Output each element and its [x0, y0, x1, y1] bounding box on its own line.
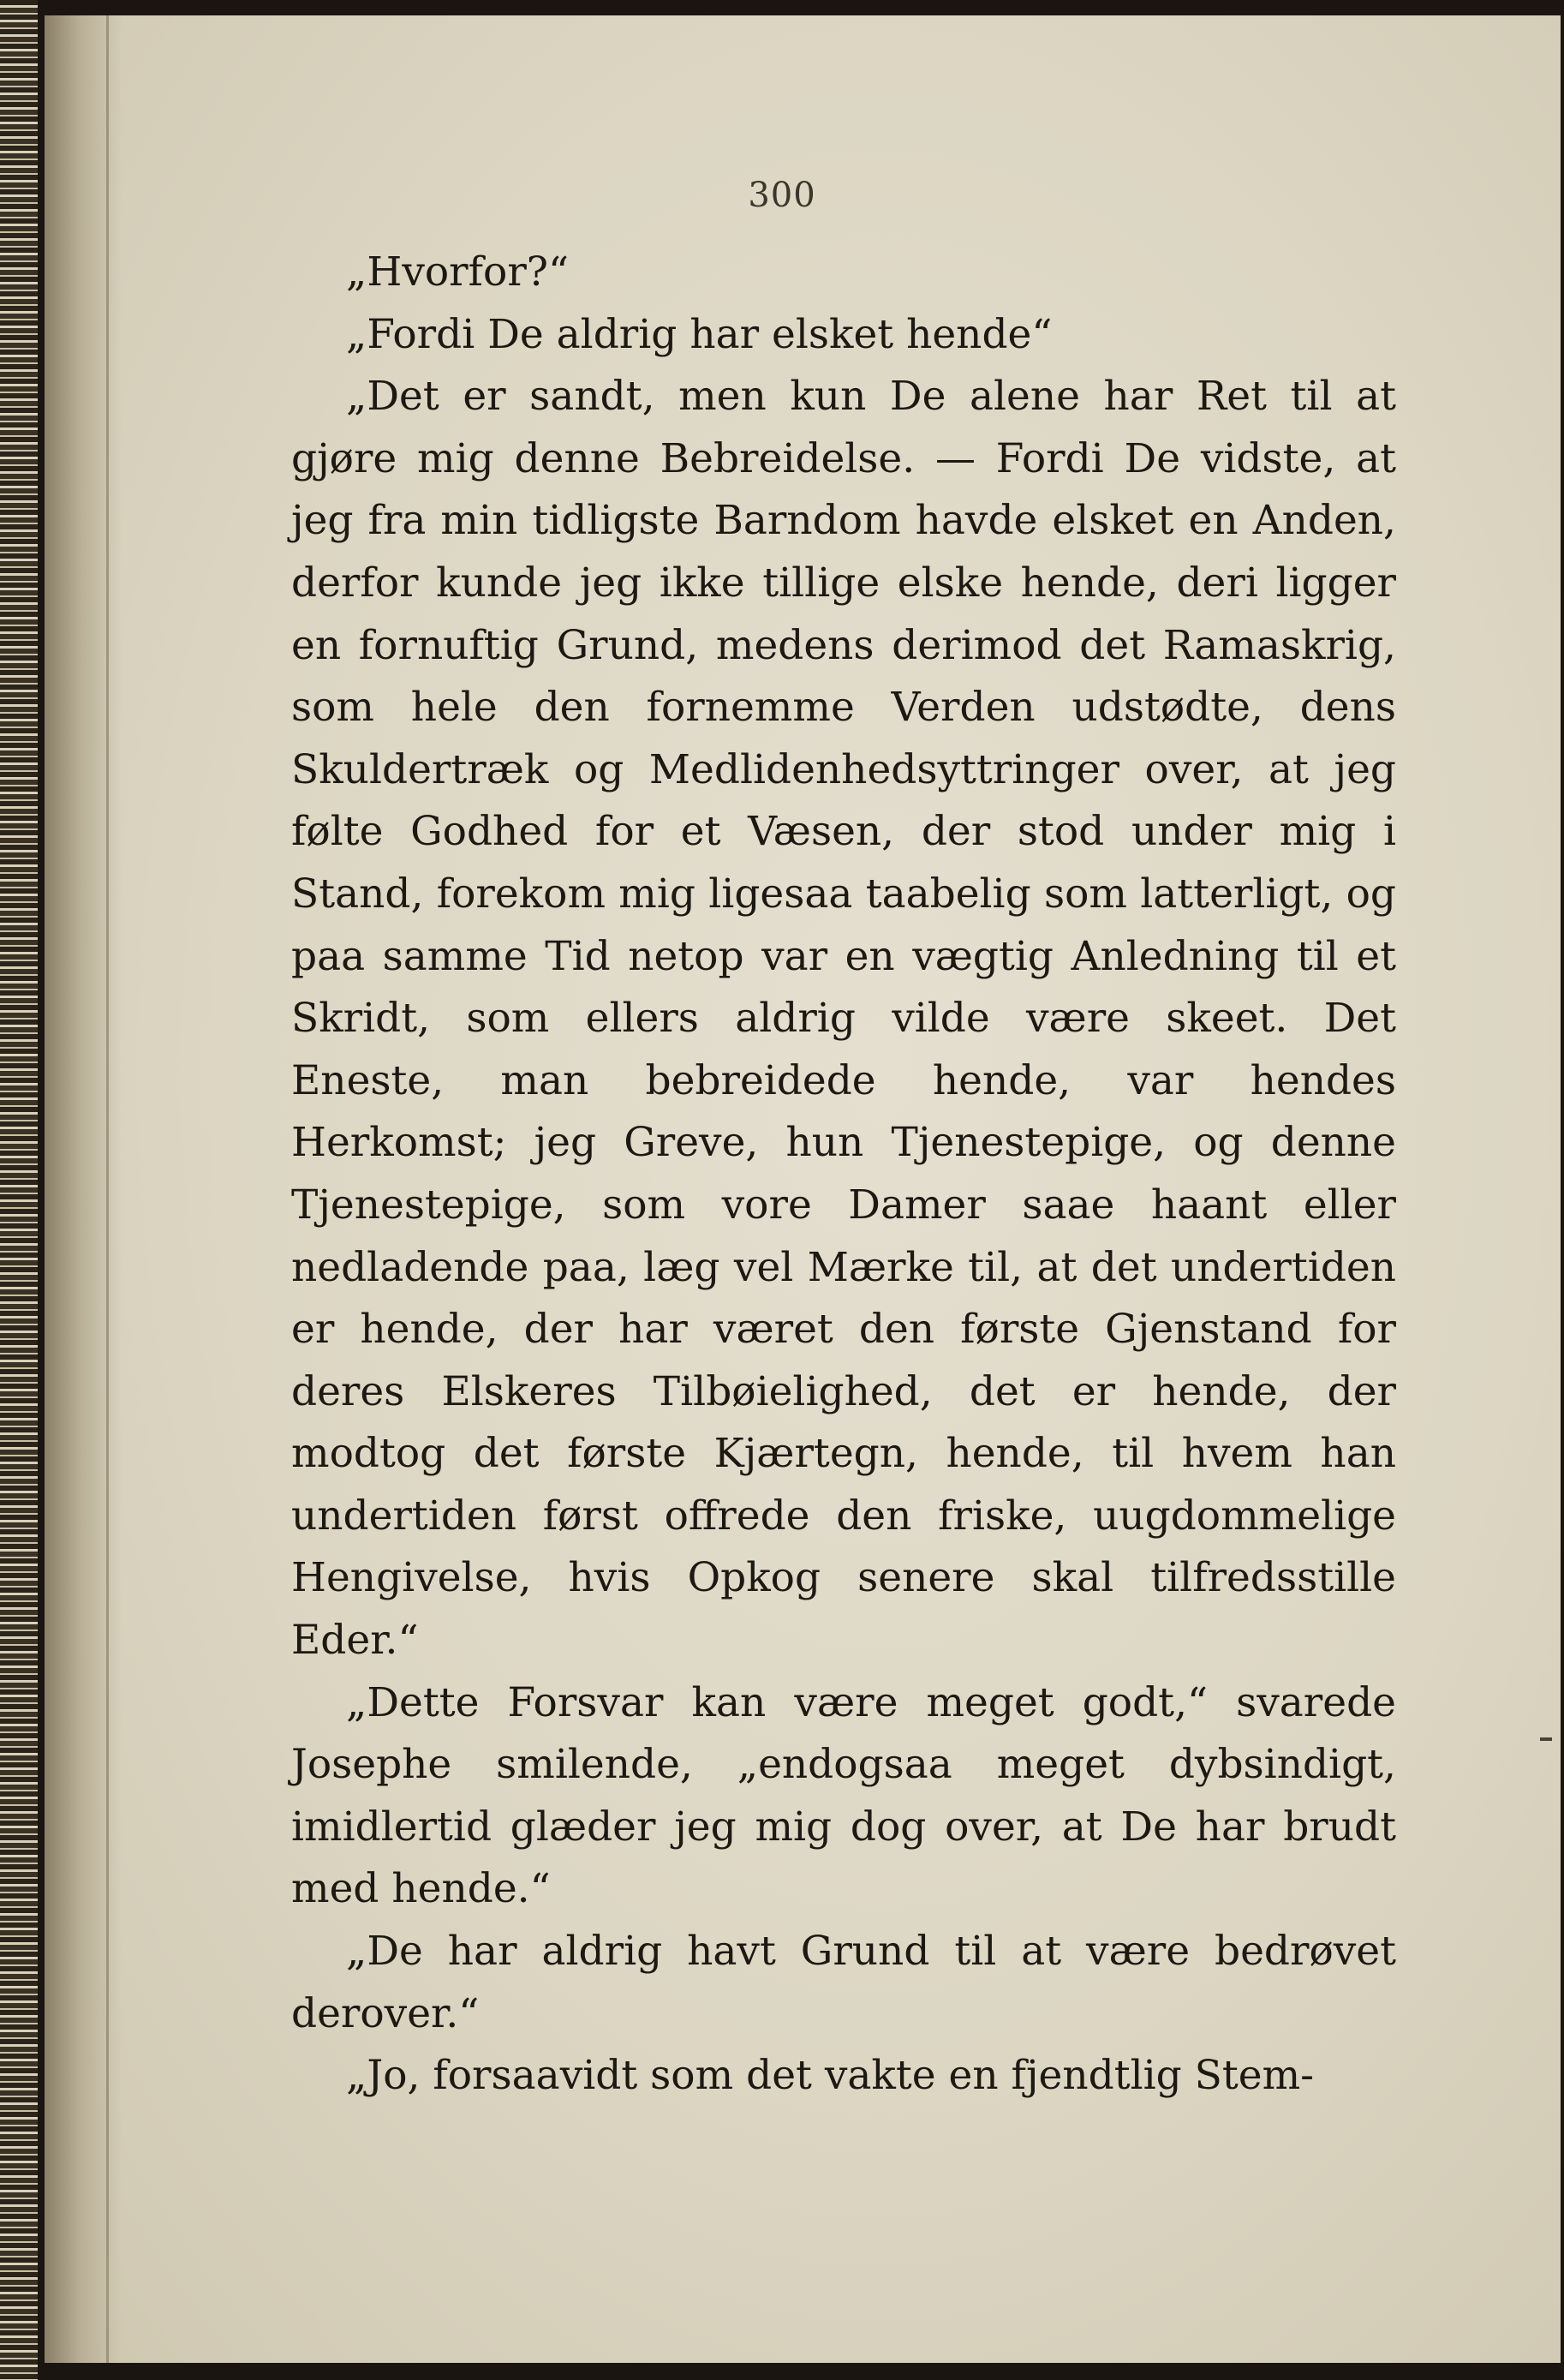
paragraph-no-reason: „De har aldrig havt Grund til at være bedrøvet derover.“: [291, 1928, 1396, 2037]
book-page-edges: [0, 0, 38, 2380]
body-text: [291, 242, 1396, 2108]
paragraph-long-speech: „Det er sandt, men kun De alene har Ret til at gjøre mig denne Bebreidelse. — Fordi De vidste, at jeg fra min tidligste Barndom havde elsket en Anden, derfor kunde jeg ikke tillige elske hende, deri ligger en fornuftig Grund, medens derimod det Ramaskrig, som hele den fornemme Verden udstødte, dens Skuldertræk og Medlidenhedsyttringer over, at jeg følte Godhed for et Væsen, der stod under mig i Stand, forekom mig ligesaa taabelig som latterligt, og paa samme Tid netop var en vægtig Anledning til et Skridt, som ellers aldrig vilde være skeet. Det Eneste, man bebreidede hende, var hendes Herkomst; jeg Greve, hun Tjenestepige, og denne Tjenestepige, som vore Damer saae haant eller nedladende paa, læg vel Mærke til, at det undertiden er hende, der har været den første Gjenstand for deres Elskeres Tilbøielighed, det er hende, der modtog det første Kjærtegn, hende, til hvem han undertiden først offrede den friske, uugdommelige Hengivelse, hvis Opkog senere skal tilfredsstille Eder.“: [291, 373, 1396, 1665]
margin-mark: [1540, 1737, 1552, 1741]
page-gutter-shadow: [45, 15, 122, 2363]
paragraph-answer: „Fordi De aldrig har elsket hende“: [346, 310, 1053, 358]
page-number: 300: [748, 176, 816, 215]
paragraph-josephe-reply: „Dette Forsvar kan være meget godt,“ svarede Josephe smilende, „endogsaa meget dybsindigt, imidlertid glæder jeg mig dog over, at De har brudt med hende.“: [291, 1678, 1396, 1913]
paragraph-continuation: „Jo, forsaavidt som det vakte en fjendtlig Stem-: [346, 2052, 1315, 2100]
gutter-fold-line: [106, 15, 109, 2363]
paragraph-question: „Hvorfor?“: [346, 248, 570, 296]
